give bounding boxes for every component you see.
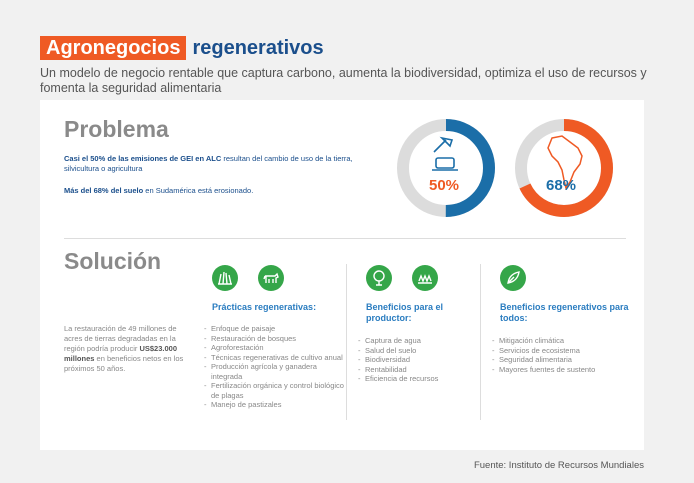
solution-heading: Solución	[64, 248, 162, 274]
col1-heading: Prácticas regenerativas:	[212, 302, 317, 312]
content-card	[40, 100, 644, 450]
column-divider	[346, 264, 347, 420]
col3-list	[492, 336, 632, 374]
donut-2-label: 68%	[546, 177, 577, 194]
list-item: - Captura de agua	[358, 336, 478, 346]
problem-stat-1	[64, 154, 364, 174]
solution-text-bold: US$23.000 millones	[64, 344, 177, 363]
list-item: - Rentabilidad	[358, 365, 478, 375]
section-divider	[64, 238, 626, 239]
col2-list	[358, 336, 478, 384]
list-item: - Fertilización orgánica y control biológico de plagas	[204, 381, 344, 400]
solution-text	[64, 324, 190, 374]
list-item: - Producción agrícola y ganadera integrada	[204, 362, 344, 381]
grass-icon	[212, 265, 238, 291]
solution-text-part-2: en beneficios netos en los próximos 50 años.	[64, 354, 184, 373]
column-divider	[480, 264, 481, 420]
col3-heading: Beneficios regenerativos para todos:	[500, 302, 629, 323]
list-item: - Seguridad alimentaria	[492, 355, 632, 365]
list-item: - Eficiencia de recursos	[358, 374, 478, 384]
donut-1-label: 50%	[429, 177, 460, 194]
list-item: - Enfoque de paisaje	[204, 324, 344, 334]
list-item: - Servicios de ecosistema	[492, 346, 632, 356]
list-item: - Agroforestación	[204, 343, 344, 353]
erosion-donut-chart	[512, 116, 616, 220]
leaf-icon	[500, 265, 526, 291]
solution-text-part-1: La restauración de 49 millones de acres de tierras degradadas en la región podría producir	[64, 324, 177, 353]
problem-stat-2-rest: en Sudamérica está erosionado.	[143, 186, 254, 195]
title-rest: regenerativos	[192, 37, 324, 59]
list-item: - Salud del suelo	[358, 346, 478, 356]
col1-list	[204, 324, 344, 410]
list-item: - Restauración de bosques	[204, 334, 344, 344]
list-item: - Biodiversidad	[358, 355, 478, 365]
problem-stat-2-bold: Más del 68% del suelo	[64, 186, 144, 195]
list-item: - Mayores fuentes de sustento	[492, 365, 632, 375]
cow-icon	[258, 265, 284, 291]
axe-stump-icon	[432, 138, 458, 170]
crops-icon	[412, 265, 438, 291]
list-item: - Técnicas regenerativas de cultivo anual	[204, 353, 344, 363]
source-credit: Fuente: Instituto de Recursos Mundiales	[473, 460, 644, 471]
problem-stat-2	[64, 186, 364, 196]
subtitle: Un modelo de negocio rentable que captura carbono, aumenta la biodiversidad, optimiza el uso de recursos y fomenta la seguridad alimentaria	[40, 66, 647, 95]
tree-icon	[366, 265, 392, 291]
title-row	[40, 36, 324, 60]
list-item: - Mitigación climática	[492, 336, 632, 346]
col2-heading: Beneficios para el productor:	[366, 302, 444, 323]
problem-stat-1-bold: Casi el 50% de las emisiones de GEI en ALC	[64, 154, 222, 163]
title-highlight: Agronegocios	[40, 36, 186, 60]
emissions-donut-chart	[394, 116, 498, 220]
problem-heading: Problema	[64, 116, 169, 142]
list-item: - Manejo de pastizales	[204, 400, 344, 410]
problem-stat-1-rest: resultan del cambio de uso de la tierra, silvicultura o agricultura	[64, 154, 353, 173]
